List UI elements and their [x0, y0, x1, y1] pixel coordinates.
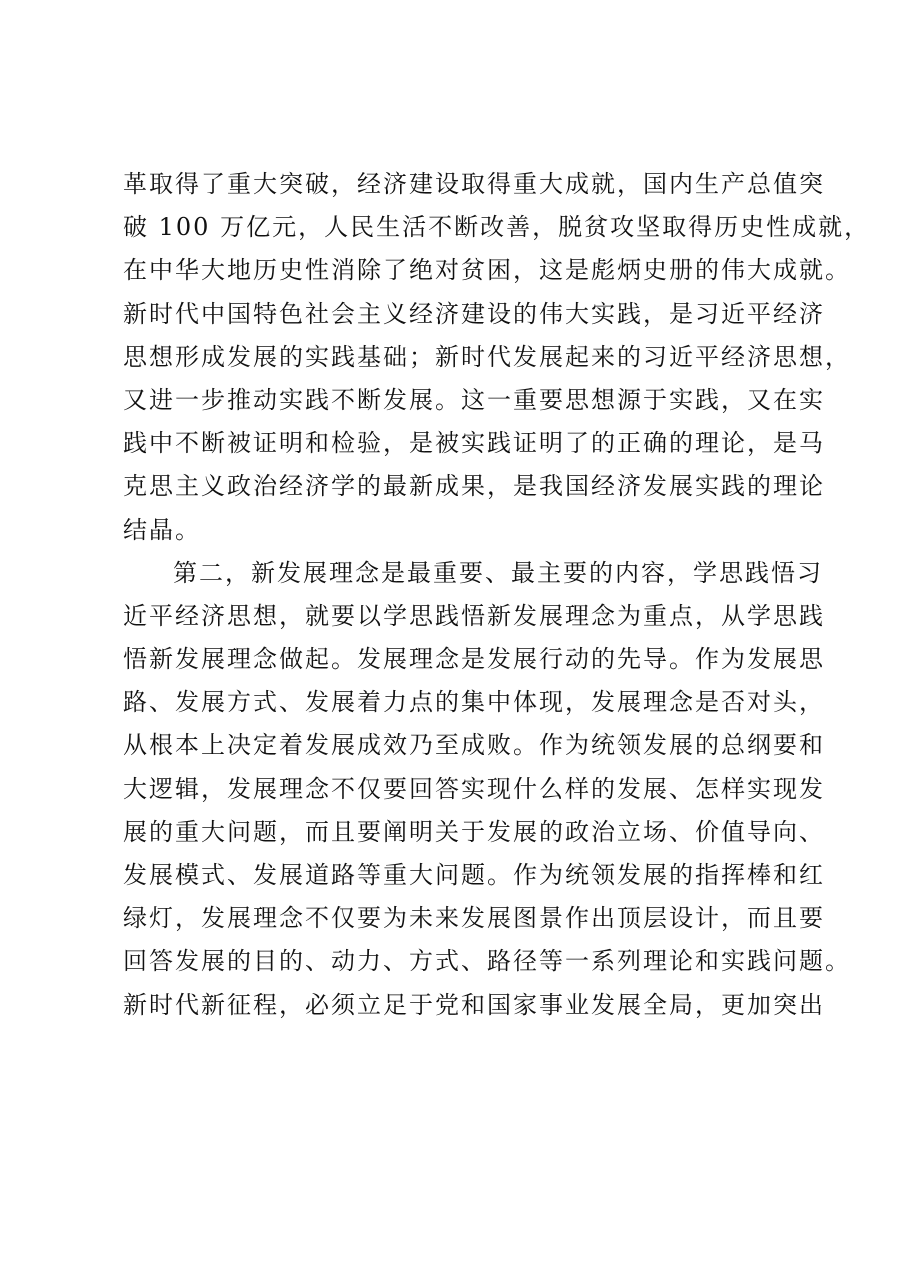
text-line: 又进一步推动实践不断发展。这一重要思想源于实践，又在实 [123, 385, 825, 414]
text-line: 新时代新征程，必须立足于党和国家事业发展全局，更加突出 [123, 990, 825, 1019]
text-line: 绿灯，发展理念不仅要为未来发展图景作出顶层设计，而且要 [123, 904, 825, 933]
text-line: 破 100 万亿元，人民生活不断改善，脱贫攻坚取得历史性成就， [123, 213, 871, 242]
text-line: 第二，新发展理念是最重要、最主要的内容，学思践悟习 [173, 558, 823, 587]
paragraph [123, 552, 851, 1027]
text-line: 思想形成发展的实践基础；新时代发展起来的习近平经济思想， [123, 342, 851, 371]
text-line: 展的重大问题，而且要阐明关于发展的政治立场、价值导向、 [123, 817, 825, 846]
text-line: 回答发展的目的、动力、方式、路径等一系列理论和实践问题。 [123, 947, 851, 976]
text-line: 大逻辑，发展理念不仅要回答实现什么样的发展、怎样实现发 [123, 774, 825, 803]
text-line: 发展模式、发展道路等重大问题。作为统领发展的指挥棒和红 [123, 861, 825, 889]
paragraph [123, 163, 871, 552]
text-line: 克思主义政治经济学的最新成果，是我国经济发展实践的理论 [123, 472, 825, 501]
text-line: 践中不断被证明和检验，是被实践证明了的正确的理论，是马 [123, 429, 825, 458]
body-text [123, 163, 871, 1027]
text-line: 从根本上决定着发展成效乃至成败。作为统领发展的总纲要和 [123, 731, 825, 760]
text-line: 结晶。 [123, 515, 201, 544]
text-line: 革取得了重大突破，经济建设取得重大成就，国内生产总值突 [123, 170, 825, 198]
text-line: 路、发展方式、发展着力点的集中体现，发展理念是否对头， [123, 688, 825, 717]
text-line: 悟新发展理念做起。发展理念是发展行动的先导。作为发展思 [123, 645, 825, 674]
text-line: 近平经济思想，就要以学思践悟新发展理念为重点，从学思践 [123, 601, 825, 630]
text-line: 新时代中国特色社会主义经济建设的伟大实践，是习近平经济 [123, 299, 825, 328]
text-line: 在中华大地历史性消除了绝对贫困，这是彪炳史册的伟大成就。 [123, 256, 851, 285]
